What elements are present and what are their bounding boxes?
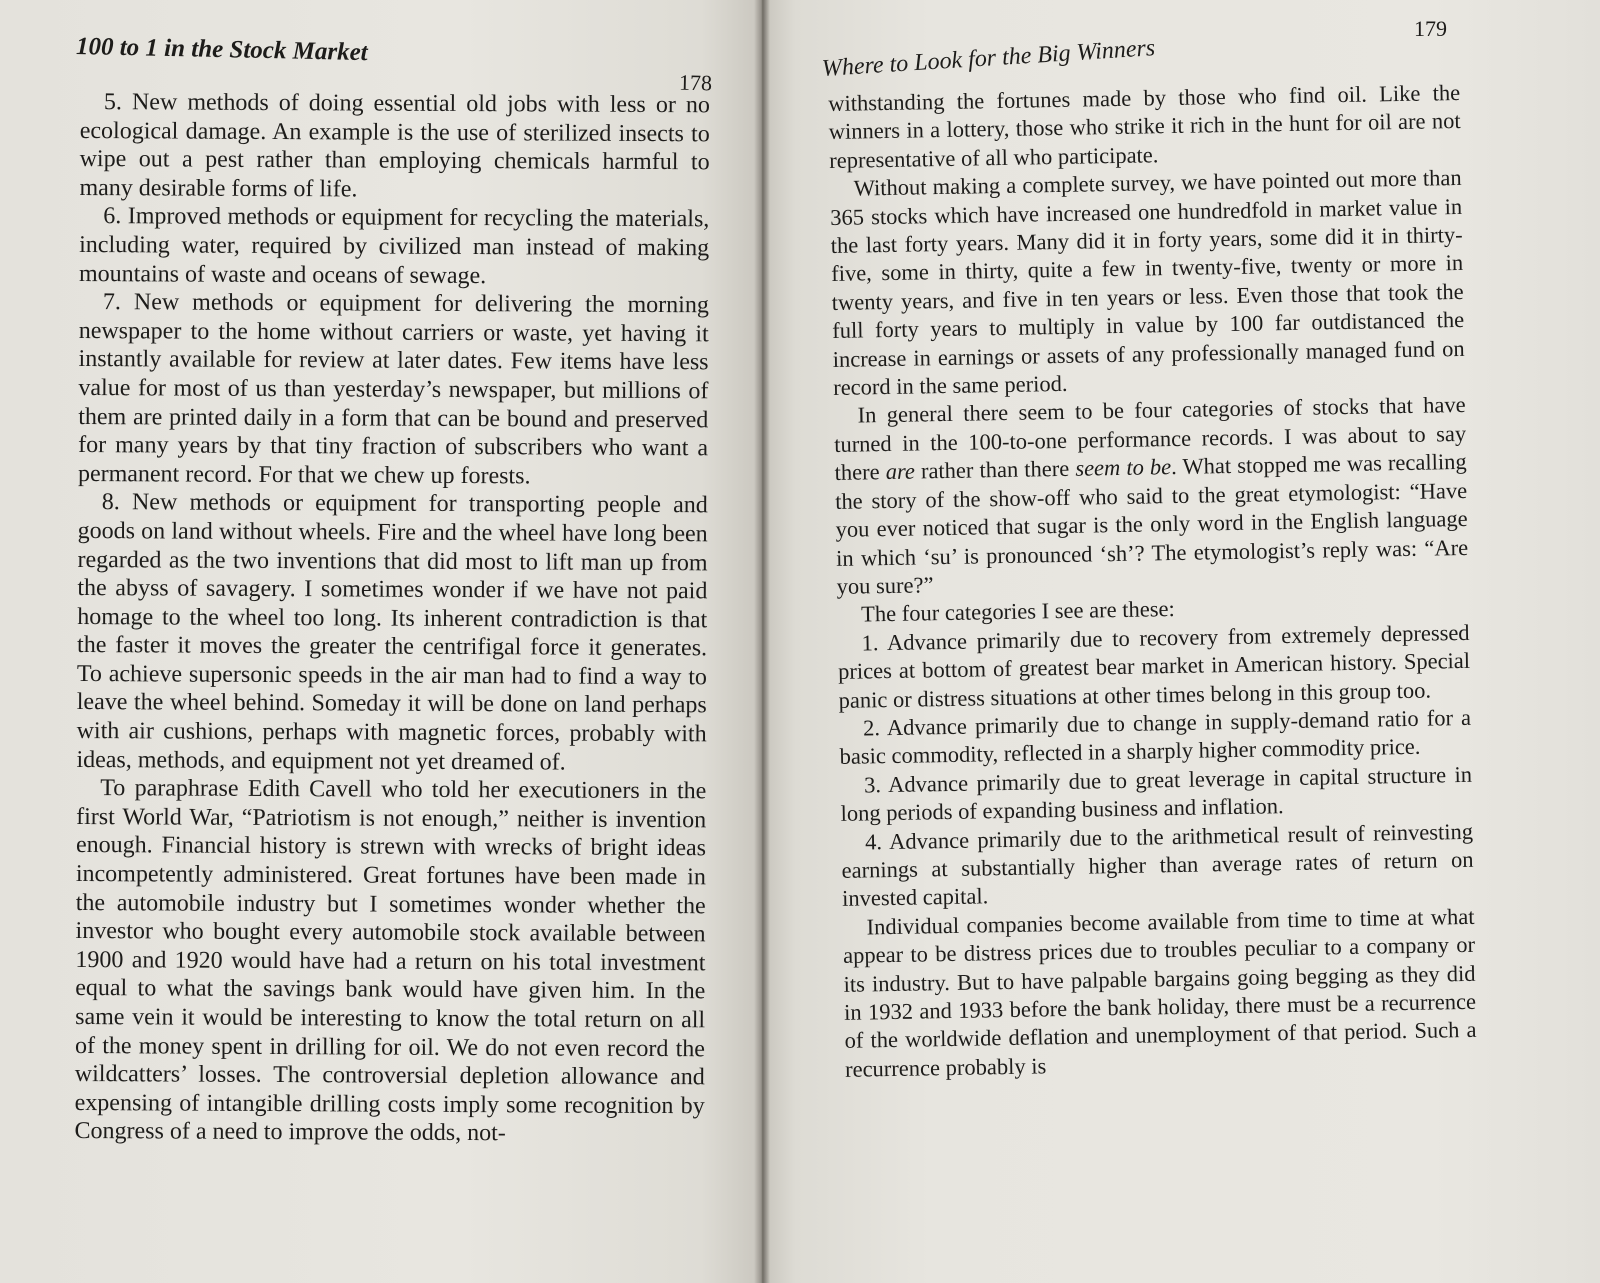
survey-paragraph: Without making a complete survey, we have pointed out more than 365 stocks which have increased one hundredfold in market value in the last forty years. Many did it in forty years, some did it in thirty-five, some in thirty, quite a few in twenty-five, twenty or more in twenty years, and five in ten years or less. Even those that took the full forty years to multiply in value by 100 far outdistanced the increase in earnings or assets of any professionally managed fund on record in the same period. <box>830 165 1465 401</box>
left-body-text <box>74 88 710 1149</box>
general-text-2: rather than there <box>914 456 1076 484</box>
category-item-3: 3. Advance primarily due to great leverage in capital structure in long periods of expanding business and inflation. <box>840 761 1473 827</box>
book-gutter <box>754 0 770 1283</box>
general-categories-paragraph <box>833 391 1468 601</box>
continuation-paragraph: withstanding the fortunes made by those who find oil. Like the winners in a lottery, those who strike it rich in the hunt for oil are not representative of all who participate. <box>828 79 1461 173</box>
emphasis-are: are <box>885 458 916 485</box>
right-body-text <box>828 79 1477 1084</box>
individual-companies-paragraph: Individual companies become available from time to time at what appear to be distress prices due to troubles peculiar to a company or its industry. But to have palpable bargains going begging as they did in 1932 and 1933 before the bank holiday, there must be a recurrence of the worldwide deflation and unemployment of that period. Such a recurrence probably is <box>842 903 1477 1082</box>
paragraph-item-6: 6. Improved methods or equipment for recycling the materials, including water, required by civilized man instead of making mountains of waste and oceans of sewage. <box>78 203 710 289</box>
general-text-1: In general there seem to be four categories of stocks that have turned in the 100-to-one performance records. I was about to say there <box>833 392 1467 486</box>
category-item-2: 2. Advance primarily due to change in supply-demand ratio for a basic commodity, reflected in a sharply higher commodity price. <box>839 704 1472 770</box>
general-text-3: . What stopped me was recalling the story of the show-off who said to the great etymologist: “Have you ever noticed that sugar is the only word in the English language in which ‘su’ is pronounced ‘sh’? The etymologist’s reply was: “Are you sure?” <box>834 449 1469 599</box>
right-running-head: Where to Look for the Big Winners <box>821 35 1156 82</box>
category-item-4: 4. Advance primarily due to the arithmetical result of reinvesting earnings at substantially higher than average rates of return on invested capital. <box>841 818 1474 912</box>
paragraph-edith-cavell: To paraphrase Edith Cavell who told her executioners in the first World War, “Patriotism is not enough,” neither is invention enough. Financial history is strewn with wrecks of bright ideas incompetently administered. Great fortunes have been made in the automobile industry but I sometimes wonder whether the investor who bought every automobile stock available between 1900 and 1920 would have had a return on his total investment equal to what the savings bank would have given him. In the same vein it would be interesting to know the total return on all of the money spent in drilling for oil. We do not even record the wildcatters’ losses. The controversial depletion allowance and expensing of intangible drilling costs imply some recognition by Congress of a need to improve the odds, not- <box>74 775 707 1147</box>
right-page <box>762 0 1600 1283</box>
paragraph-item-8: 8. New methods or equipment for transporting people and goods on land without wheels. Fire and the wheel have long been regarded as the two inventions that did most to lift man up from the abyss of savagery. I sometimes wonder if we have not paid homage to the wheel too long. Its inherent contradiction is that the faster it moves the greater the centrifigal force it generates. To achieve supersonic speeds in the air man had to find a way to leave the wheel behind. Someday it will be done on land perhaps with air cushions, perhaps with magnetic forces, probably with ideas, methods, and equipment not yet dreamed of. <box>76 489 708 776</box>
four-categories-intro: The four categories I see are these: <box>860 596 1175 627</box>
emphasis-seem-to-be: seem to be <box>1075 454 1172 482</box>
left-running-head: 100 to 1 in the Stock Market <box>75 33 368 67</box>
paragraph-item-7: 7. New methods or equipment for delivering the morning newspaper to the home without carriers or waste, yet having it instantly available for review at later dates. Few items have less value for most of us than yesterday’s newspaper, but millions of them are printed daily in a form that can be bound and preserved for many years by that tiny fraction of subscribers who want a permanent record. For that we chew up forests. <box>77 289 709 490</box>
category-item-1: 1. Advance primarily due to recovery from extremely depressed prices at bottom of greatest bear market in American history. Special panic or distress situations at other times belong in this group too. <box>837 619 1471 713</box>
paragraph-item-5: 5. New methods of doing essential old jobs with less or no ecological damage. An example is the use of sterilized insects to wipe out a pest rather than employing chemicals harmful to many desirable forms of life. <box>79 89 710 203</box>
right-page-number: 179 <box>1414 16 1447 41</box>
left-page <box>0 0 762 1283</box>
left-page-number: 178 <box>678 69 713 96</box>
